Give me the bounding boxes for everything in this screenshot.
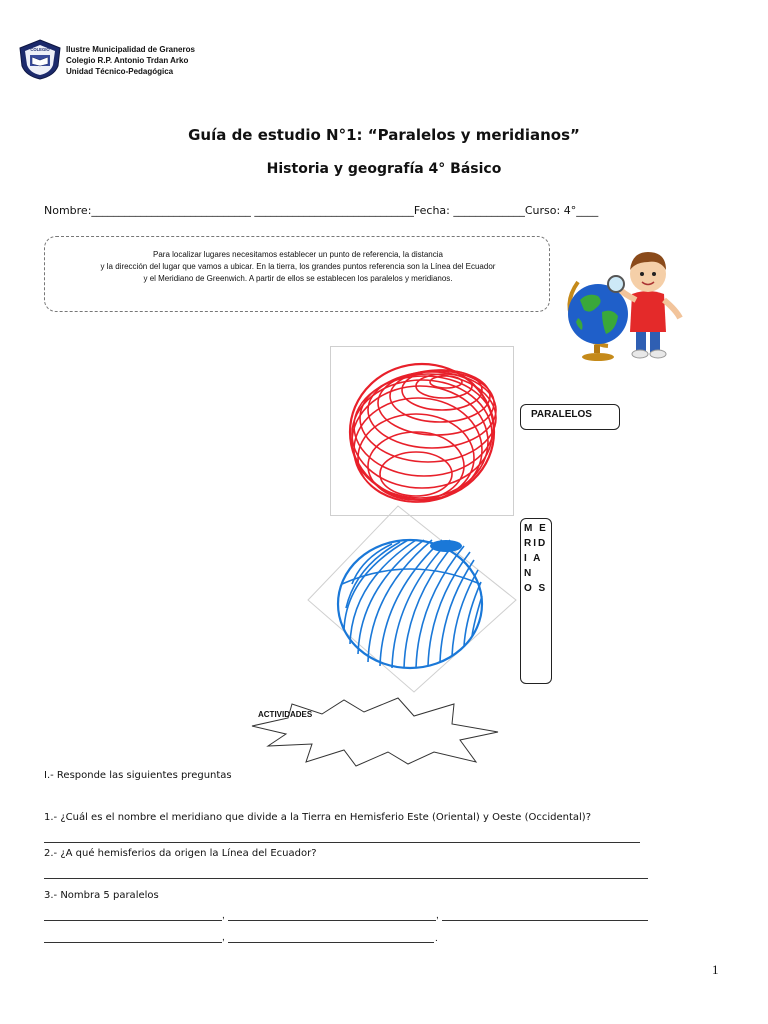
answer-line-3d[interactable] <box>44 942 222 943</box>
parallels-label-box <box>520 404 620 430</box>
separator-comma-1: , <box>222 910 225 921</box>
question-2: 2.- ¿A qué hemisferios da origen la Línea del Ecuador? <box>44 848 317 859</box>
school-header <box>66 44 195 77</box>
meridians-label-line-3: I A N <box>524 553 543 579</box>
student-info-fields: Nombre:_____________________________ _____________________________Fecha: _____________Curso: 4°____ <box>44 204 599 217</box>
separator-comma-2: , <box>436 910 439 921</box>
meridians-label-line-1: M E <box>524 523 548 534</box>
parallels-label: PARALELOS <box>531 409 592 420</box>
page-subtitle: Historia y geografía 4° Básico <box>266 161 502 177</box>
info-line-1: Para localizar lugares necesitamos establecer un punto de referencia, la distancia <box>153 250 443 259</box>
info-text <box>36 249 560 285</box>
answer-line-3a[interactable] <box>44 920 222 921</box>
section-heading: I.- Responde las siguientes preguntas <box>44 770 232 781</box>
info-line-3: y el Meridiano de Greenwich. A partir de ellos se establecen los paralelos y meridianos. <box>143 274 453 283</box>
answer-line-2[interactable] <box>44 878 648 879</box>
municipality-line: Ilustre Municipalidad de Graneros <box>66 45 195 54</box>
activities-label: ACTIVIDADES <box>258 710 313 719</box>
answer-line-3c[interactable] <box>442 920 648 921</box>
end-period: . <box>435 933 438 944</box>
page-number: 1 <box>712 962 719 977</box>
school-name-line: Colegio R.P. Antonio Trdan Arko <box>66 56 189 65</box>
question-1: 1.- ¿Cuál es el nombre el meridiano que divide a la Tierra en Hemisferio Este (Oriental) y Oeste (Occidental)? <box>44 812 592 823</box>
meridians-label-line-2: RID <box>524 538 548 549</box>
parallels-globe-diagram <box>330 346 514 516</box>
unit-line: Unidad Técnico-Pedagógica <box>66 67 174 76</box>
boy-with-globe-illustration <box>556 244 694 366</box>
meridians-label-line-4: O S <box>524 583 548 594</box>
page-title: Guía de estudio N°1: “Paralelos y meridianos” <box>188 126 580 144</box>
info-line-2: y la dirección del lugar que vamos a ubicar. En la tierra, los grandes puntos referencia son la Línea del Ecuador <box>100 262 496 271</box>
question-3: 3.- Nombra 5 paralelos <box>44 890 159 901</box>
answer-line-3b[interactable] <box>228 920 436 921</box>
meridians-label-box <box>520 518 552 684</box>
answer-line-3e[interactable] <box>228 942 434 943</box>
school-crest-logo <box>18 38 62 80</box>
separator-comma-3: , <box>222 932 225 943</box>
meridians-globe-diagram <box>306 504 518 694</box>
crest-text: COLEGIO <box>30 47 50 52</box>
globe-icon <box>568 284 628 344</box>
answer-line-1[interactable] <box>44 842 640 843</box>
activities-starburst <box>248 696 508 768</box>
